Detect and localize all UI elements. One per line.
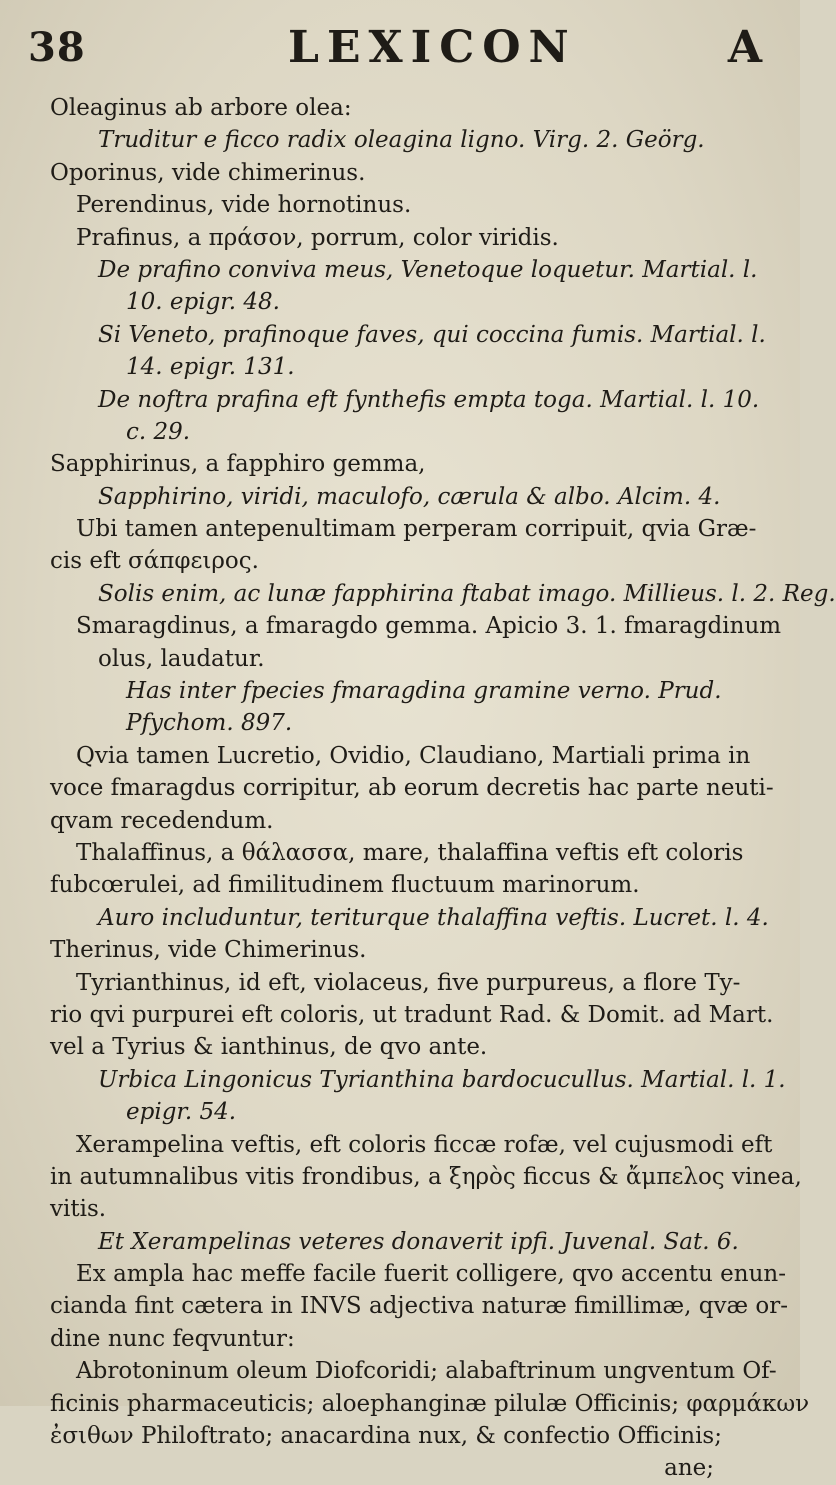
page-number: 38 bbox=[28, 24, 86, 71]
text-line: Qvia tamen Lucretio, Ovidio, Claudiano, Martiali prima in bbox=[76, 742, 751, 769]
text-line: Si Veneto, prafinoque faves, qui coccina fumis. Martial. l. bbox=[98, 321, 766, 348]
page-header bbox=[28, 18, 780, 74]
text-line: cianda fint cætera in INVS adjectiva naturæ fimillimæ, qvæ or- bbox=[50, 1293, 789, 1320]
text-line: in autumnalibus vitis frondibus, a ξηρὸς ficcus & ἄμπελος vinea, bbox=[50, 1163, 802, 1190]
text-line: c. 29. bbox=[126, 418, 191, 445]
text-line: Therinus, vide Chimerinus. bbox=[50, 937, 367, 964]
text-line: Auro includuntur, teriturque thalaffina veftis. Lucret. l. 4. bbox=[98, 904, 769, 931]
running-title: LEXICON bbox=[288, 22, 577, 73]
text-line: Et Xerampelinas veteres donaverit ipfi. Juvenal. Sat. 6. bbox=[98, 1228, 739, 1255]
text-line: ἐσιθων Philoftrato; anacardina nux, & confectio Officinis; bbox=[50, 1423, 722, 1450]
text-line: Perendinus, vide hornotinus. bbox=[76, 192, 412, 219]
text-line: Urbica Lingonicus Tyrianthina bardocucullus. Martial. l. 1. bbox=[98, 1066, 786, 1093]
text-line: De prafino conviva meus, Venetoque loquetur. Martial. l. bbox=[98, 256, 758, 283]
text-line: cis eft σάπφειρος. bbox=[50, 548, 259, 575]
text-line: Truditur e ficco radix oleagina ligno. Virg. 2. Geörg. bbox=[98, 127, 705, 154]
text-line: Oleaginus ab arbore olea: bbox=[50, 95, 352, 121]
text-line: 14. epigr. 131. bbox=[126, 354, 295, 381]
lexicon-body-text bbox=[40, 92, 836, 1485]
text-line: rio qvi purpurei eft coloris, ut tradunt Rad. & Domit. ad Mart. bbox=[50, 1001, 774, 1028]
text-line: Smaragdinus, a fmaragdo gemma. Apicio 3. 1. fmaragdinum bbox=[76, 613, 782, 640]
text-line: Thalaffinus, a θάλασσα, mare, thalaffina veftis eft coloris bbox=[76, 839, 744, 866]
text-line: epigr. 54. bbox=[126, 1099, 237, 1126]
text-line: Pfychom. 897. bbox=[126, 710, 293, 737]
text-line: Xerampelina veftis, eft coloris ficcæ rofæ, vel cujusmodi eft bbox=[76, 1131, 773, 1158]
text-line: Sapphirinus, a fapphiro gemma, bbox=[50, 451, 426, 478]
text-line: ane; bbox=[664, 1455, 714, 1482]
text-line: voce fmaragdus corripitur, ab eorum decretis hac parte neuti- bbox=[50, 775, 774, 802]
text-line: Solis enim, ac lunæ fapphirina ftabat imago. Millieus. l. 2. Reg. bbox=[98, 580, 836, 607]
section-letter: A bbox=[727, 22, 762, 73]
text-line: fubcœrulei, ad fimilitudinem fluctuum marinorum. bbox=[50, 872, 640, 899]
text-line: vitis. bbox=[50, 1196, 107, 1223]
text-line: qvam recedendum. bbox=[50, 807, 274, 834]
text-line: Prafinus, a πράσον, porrum, color viridis. bbox=[76, 224, 559, 251]
text-line: olus, laudatur. bbox=[98, 645, 265, 672]
text-line: Has inter fpecies fmaragdina gramine verno. Prud. bbox=[126, 678, 722, 705]
text-line: Sapphirino, viridi, maculofo, cærula & albo. Alcim. 4. bbox=[98, 483, 721, 510]
text-line: Ex ampla hac meffe facile fuerit colligere, qvo accentu enun- bbox=[76, 1261, 787, 1288]
text-line: vel a Tyrius & ianthinus, de qvo ante. bbox=[50, 1034, 488, 1061]
text-line: dine nunc feqvuntur: bbox=[50, 1325, 295, 1352]
text-line: ficinis pharmaceuticis; aloephanginæ pilulæ Officinis; φαρμάκων bbox=[50, 1390, 810, 1417]
text-line: Oporinus, vide chimerinus. bbox=[50, 159, 366, 186]
text-line: De noftra prafina eft fynthefis empta toga. Martial. l. 10. bbox=[98, 386, 760, 413]
text-line: 10. epigr. 48. bbox=[126, 289, 280, 316]
text-line: Ubi tamen antepenultimam perperam corripuit, qvia Græ- bbox=[76, 516, 757, 543]
text-line: Tyrianthinus, id eft, violaceus, five purpureus, a flore Ty- bbox=[76, 969, 741, 996]
text-line: Abrotoninum oleum Diofcoridi; alabaftrinum ungventum Of- bbox=[76, 1358, 777, 1385]
